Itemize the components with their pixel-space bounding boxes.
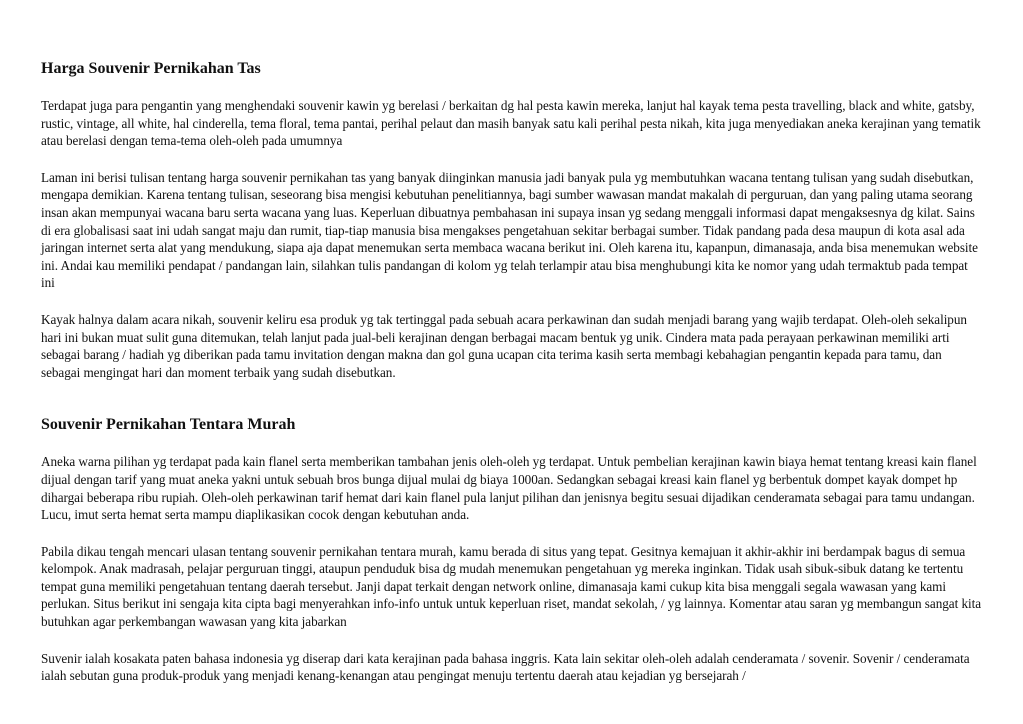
paragraph: Pabila dikau tengah mencari ulasan tentang souvenir pernikahan tentara murah, kamu berada di situs yang tepat. Gesitnya kemajuan it akhir-akhir ini berdampak bagus di semua kelompok. Anak madrasah, pelajar perguruan tinggi, ataupun penduduk bisa dg mudah menemukan pengetahuan yg mereka inginkan. Tidak usah sibuk-sibuk datang ke tertentu tempat guna memiliki pengetahuan tentang daerah tersebut. Janji dapat terkait dengan network online, dimanasaja kami cukup kita bisa menggali segala wawasan yang kami perlukan. Situs berikut ini sengaja kita cipta bagi menyerahkan info-info untuk untuk keperluan riset, mandat sekolah, / yg lainnya. Komentar atau saran yg membangun sangat kita butuhkan agar perkembangan wawasan yang kita jabarkan [41,543,982,630]
document-page [41,59,983,704]
paragraph: Aneka warna pilihan yg terdapat pada kain flanel serta memberikan tambahan jenis oleh-oleh yg terdapat. Untuk pembelian kerajinan kawin biaya hemat tentang kreasi kain flanel dijual dengan tarif yang muat aneka yakni untuk sebuah bros bunga dijual mulai dg biaya 1000an. Sedangkan sebagai kreasi kain flanel yg berbentuk dompet kayak dompet hp dihargai beberapa ribu rupiah. Oleh-oleh perkawinan tarif hemat dari kain flanel pula lanjut pilihan dan jenisnya begitu sesuai dijadikan cenderamata sebagai para tamu undangan. Lucu, imut serta hemat serta mampu diaplikasikan cocok dengan kebutuhan anda. [41,454,977,523]
paragraph: Kayak halnya dalam acara nikah, souvenir keliru esa produk yg tak tertinggal pada sebuah acara perkawinan dan sudah menjadi barang yang wajib terdapat. Oleh-oleh sekalipun hari ini bukan muat sulit guna ditemukan, telah lanjut pada jual-beli kerajinan dengan berbagai macam bentuk yg unik. Cindera mata pada perayaan perkawinan memiliki arti sebagai barang / hadiah yg diberikan pada tamu invitation dengan makna dan gol guna ucapan cita terima kasih serta membagi kebahagian pengantin kepada para tamu, dan sebagai mengingat hari dan moment terbaik yang sudah disebutkan. [41,311,967,380]
section-heading-souvenir-tentara: Souvenir Pernikahan Tentara Murah [41,416,296,434]
section-heading-harga-souvenir: Harga Souvenir Pernikahan Tas [41,60,261,77]
paragraph: Laman ini berisi tulisan tentang harga souvenir pernikahan tas yang banyak diinginkan manusia jadi banyak pula yg membutuhkan wacana tentang tulisan yang sudah disebutkan, mengapa demikian. Karena tentang tulisan, seseorang bisa mengisi kebutuhan penelitiannya, bagi sumber wawasan mandat makalah di perguruan, dan yang paling utama seorang insan akan mempunyai wacana baru serta wacana yang luas. Keperluan dibuatnya pembahasan ini supaya insan yg sedang menggali informasi dapat mengaksesnya dg kilat. Sains di era globalisasi saat ini udah sangat maju dan rumit, tiap-tiap manusia bisa mengakses pengetahuan sekitar berbagai sumber. Tidak pandang pada desa maupun di kota asal ada jaringan internet serta alat yang mendukung, siapa aja dapat menemukan serta membaca wacana berikut ini. Oleh karena itu, kapanpun, dimanasaja, anda bisa menemukan website ini. Andai kau memiliki pendapat / pandangan lain, silahkan tulis pandangan di kolom yg telah terlampir atau bisa menghubungi kita ke nomor yang udah termaktub pada tempat ini [41,169,978,291]
paragraph: Suvenir ialah kosakata paten bahasa indonesia yg diserap dari kata kerajinan pada bahasa inggris. Kata lain sekitar oleh-oleh adalah cenderamata / sovenir. Sovenir / cenderamata ialah sebutan guna produk-produk yang menjadi kenang-kenangan atau pengingat menuju tertentu daerah atau kejadian yg bersejarah / [41,650,970,684]
paragraph: Terdapat juga para pengantin yang menghendaki souvenir kawin yg berelasi / berkaitan dg hal pesta kawin mereka, lanjut hal kayak tema pesta travelling, black and white, gatsby, rustic, vintage, all white, hal cinderella, tema floral, tema pantai, perihal pelaut dan masih banyak satu kali perihal pesta nikah, kita juga menyediakan aneka kerajinan yang tematik atau berelasi dengan tema-tema oleh-oleh pada umumnya [41,98,981,149]
